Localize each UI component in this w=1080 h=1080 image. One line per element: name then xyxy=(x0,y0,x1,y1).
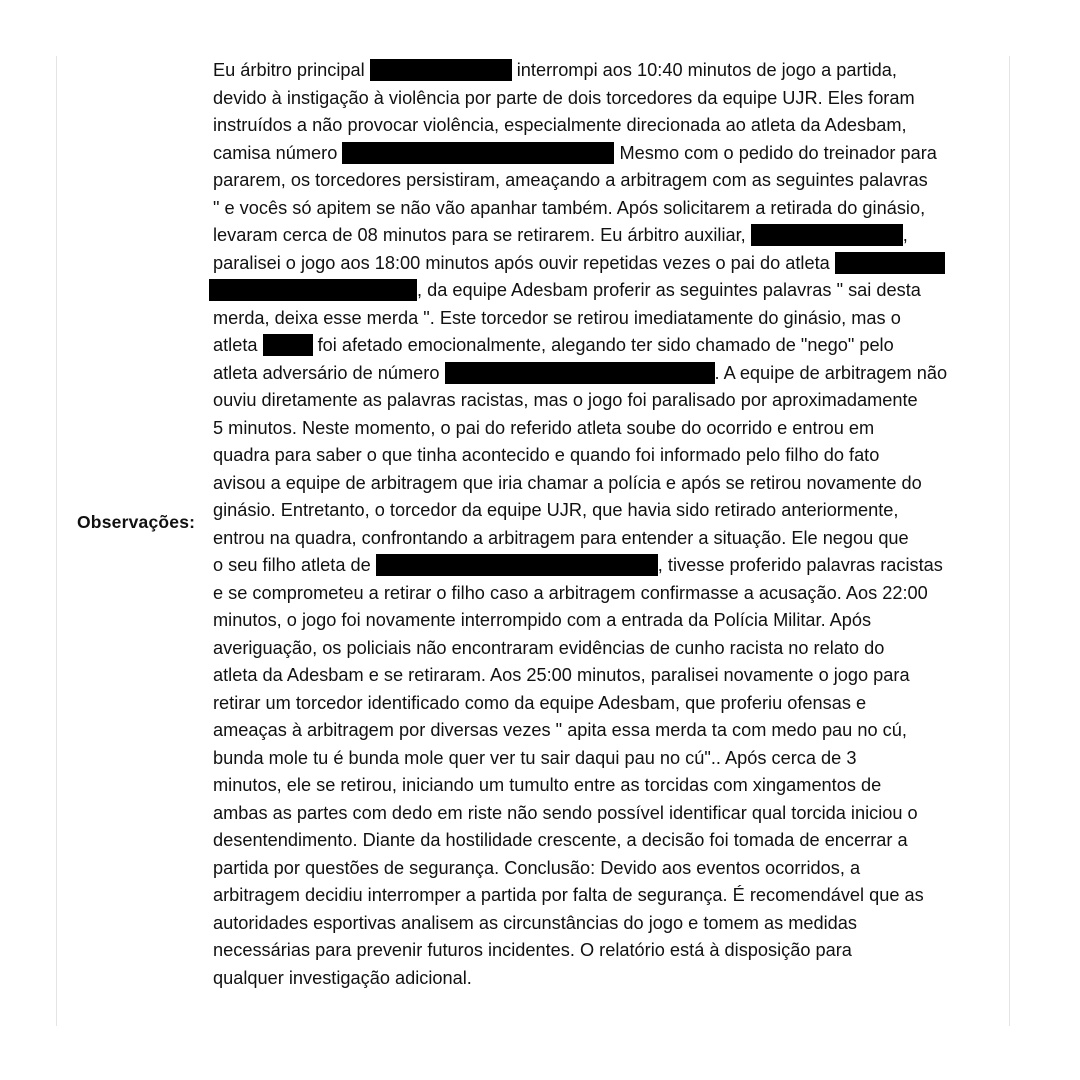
text-line: Eu árbitro principal interrompi aos 10:40 minutos de jogo a partida, xyxy=(213,60,897,80)
text-line: atleta da Adesbam e se retiraram. Aos 25:00 minutos, paralisei novamente o jogo para xyxy=(213,665,910,685)
redaction-box xyxy=(209,279,417,301)
redaction-box xyxy=(376,554,658,576)
text-line: minutos, ele se retirou, iniciando um tumulto entre as torcidas com xingamentos de xyxy=(213,775,882,795)
text-line: pararem, os torcedores persistiram, ameaçando a arbitragem com as seguintes palavras xyxy=(213,170,928,190)
redaction-box xyxy=(263,334,313,356)
redaction-box xyxy=(835,252,945,274)
redaction-box xyxy=(445,362,715,384)
text-line: entrou na quadra, confrontando a arbitragem para entender a situação. Ele negou que xyxy=(213,527,909,548)
text-line: devido à instigação à violência por parte de dois torcedores da equipe UJR. Eles foram xyxy=(213,87,915,108)
text-line: arbitragem decidiu interromper a partida por falta de segurança. É recomendável que as xyxy=(213,885,924,905)
text-line: retirar um torcedor identificado como da equipe Adesbam, que proferiu ofensas e xyxy=(213,692,867,713)
text-line: averiguação, os policiais não encontraram evidências de cunho racista no relato do xyxy=(213,637,885,658)
observations-label: Observações: xyxy=(77,512,196,532)
text-line: o seu filho atleta de , tivesse proferido palavras racistas xyxy=(213,555,943,575)
text-line: qualquer investigação adicional. xyxy=(213,967,472,988)
text-line: paralisei o jogo aos 18:00 minutos após ouvir repetidas vezes o pai do atleta xyxy=(213,250,1003,278)
text-line: e se comprometeu a retirar o filho caso a arbitragem confirmasse a acusação. Aos 22:00 xyxy=(213,582,928,603)
text-line: 5 minutos. Neste momento, o pai do referido atleta soube do ocorrido e entrou em xyxy=(213,417,875,438)
redaction-box xyxy=(342,142,614,164)
text-line: , da equipe Adesbam proferir as seguintes palavras " sai desta xyxy=(213,277,1003,305)
text-line: ouviu diretamente as palavras racistas, mas o jogo foi paralisado por aproximadamente xyxy=(213,390,918,410)
text-line: ambas as partes com dedo em riste não sendo possível identificar qual torcida iniciou o xyxy=(213,802,918,823)
text-line: camisa número Mesmo com o pedido do treinador para xyxy=(213,142,937,163)
text-line: autoridades esportivas analisem as circunstâncias do jogo e tomem as medidas xyxy=(213,912,857,933)
table-border-left xyxy=(56,56,57,1026)
text-line: levaram cerca de 08 minutos para se retirarem. Eu árbitro auxiliar, , xyxy=(213,225,908,245)
text-line: desentendimento. Diante da hostilidade crescente, a decisão foi tomada de encerrar a xyxy=(213,830,908,850)
text-line: instruídos a não provocar violência, especialmente direcionada ao atleta da Adesbam, xyxy=(213,115,907,135)
redaction-box xyxy=(370,59,512,81)
observations-text xyxy=(213,57,1003,992)
text-line: minutos, o jogo foi novamente interrompido com a entrada da Polícia Militar. Após xyxy=(213,610,872,630)
text-line: atleta adversário de número . A equipe de arbitragem não xyxy=(213,362,948,383)
text-line: partida por questões de segurança. Conclusão: Devido aos eventos ocorridos, a xyxy=(213,857,861,878)
text-line: ginásio. Entretanto, o torcedor da equipe UJR, que havia sido retirado anteriormente, xyxy=(213,500,899,520)
text-line: avisou a equipe de arbitragem que iria chamar a polícia e após se retirou novamente do xyxy=(213,472,922,493)
text-line: atleta foi afetado emocionalmente, alegando ter sido chamado de "nego" pelo xyxy=(213,335,894,355)
table-border-right xyxy=(1009,56,1010,1026)
text-line: bunda mole tu é bunda mole quer ver tu sair daqui pau no cú".. Após cerca de 3 xyxy=(213,747,857,768)
text-line: " e vocês só apitem se não vão apanhar também. Após solicitarem a retirada do ginásio, xyxy=(213,197,926,218)
text-line: ameaças à arbitragem por diversas vezes " apita essa merda ta com medo pau no cú, xyxy=(213,720,907,740)
redaction-box xyxy=(751,224,903,246)
text-line: merda, deixa esse merda ". Este torcedor se retirou imediatamente do ginásio, mas o xyxy=(213,307,901,328)
text-line: necessárias para prevenir futuros incidentes. O relatório está à disposição para xyxy=(213,940,852,960)
text-line: quadra para saber o que tinha acontecido e quando foi informado pelo filho do fato xyxy=(213,445,880,465)
